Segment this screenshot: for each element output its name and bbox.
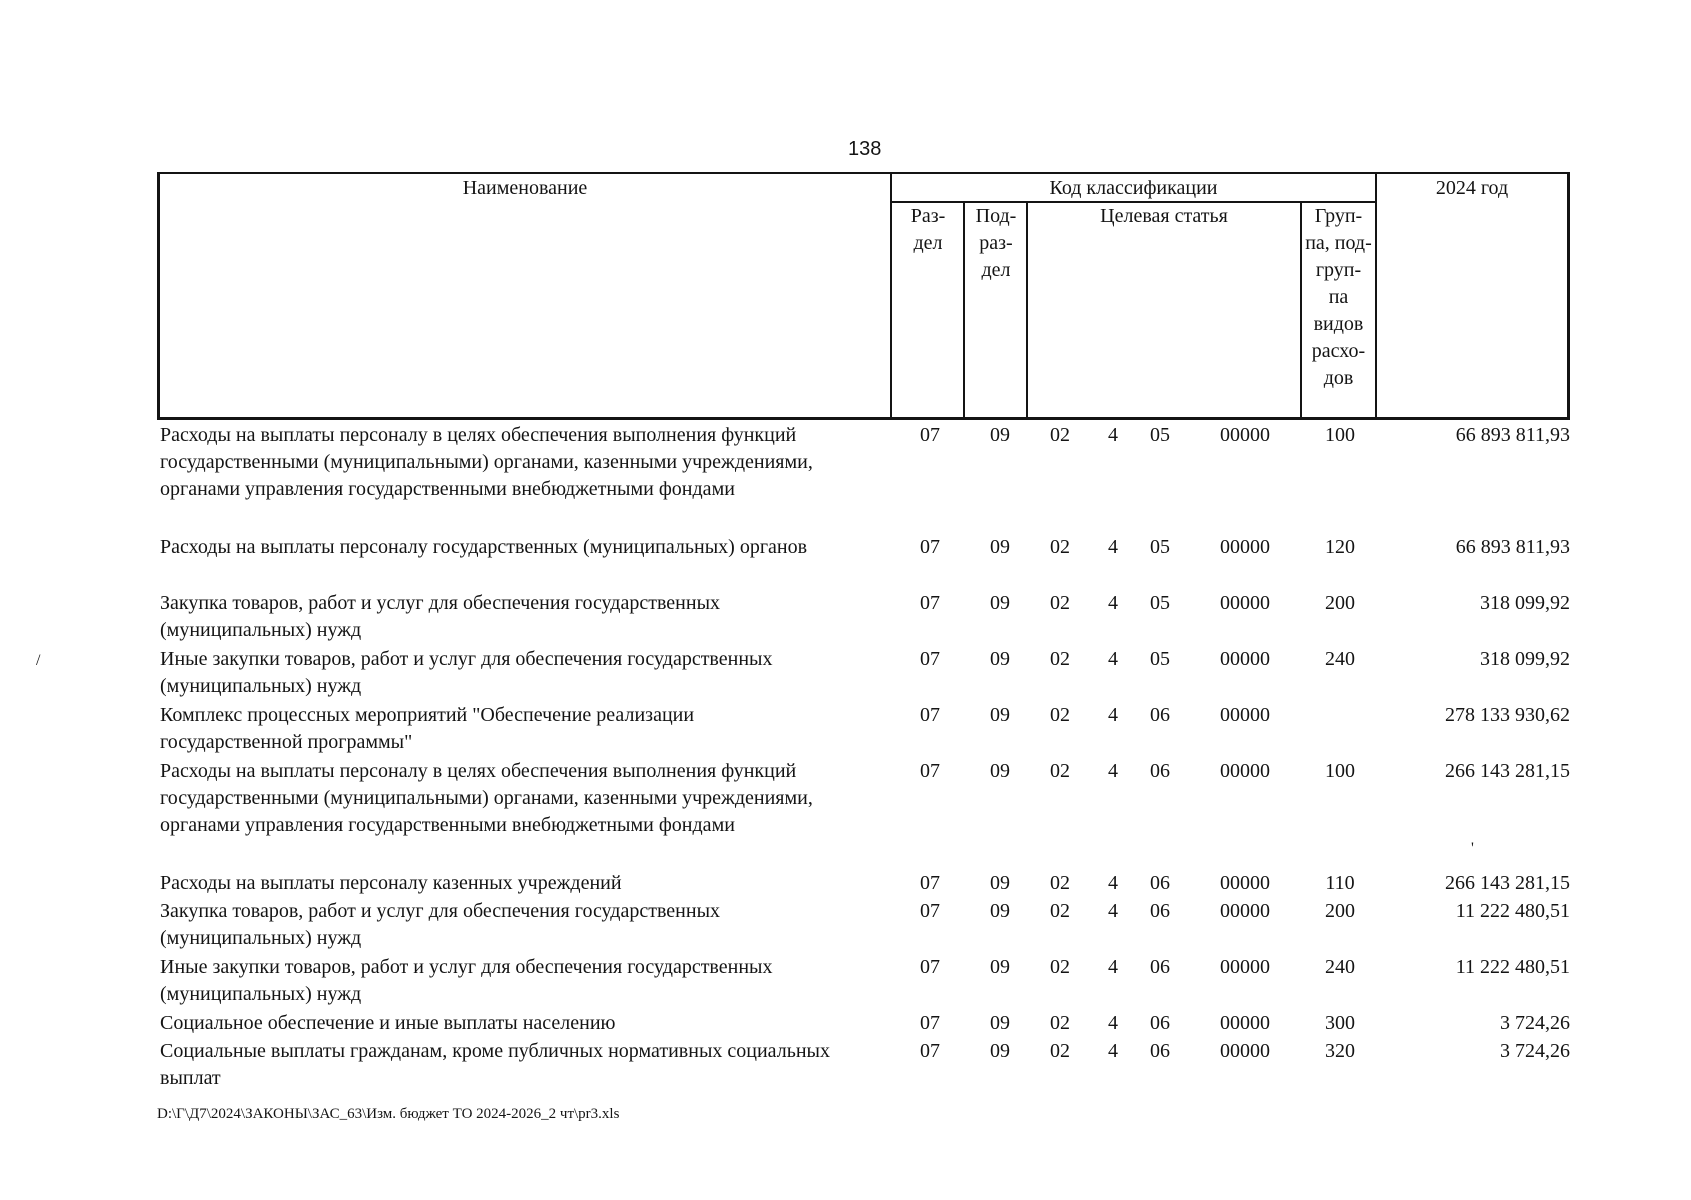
row-name: Расходы на выплаты персоналу в целях обеспечения выполнения функций государственными (муниципальными) органами, казенными учреждениями, органами управления государственными внебюджетными фондами (160, 424, 813, 500)
row-cs1: 02 (1050, 536, 1070, 558)
row-cs3: 06 (1150, 872, 1170, 894)
row-cs2: 4 (1108, 1012, 1118, 1034)
row-razdel: 07 (920, 536, 940, 558)
row-name: Закупка товаров, работ и услуг для обеспечения государственных (муниципальных) нужд (160, 900, 721, 949)
row-razdel: 07 (920, 872, 940, 894)
row-group: 110 (1325, 872, 1355, 894)
row-cs4: 00000 (1220, 536, 1270, 558)
row-name: Расходы на выплаты персоналу государственных (муниципальных) органов (160, 536, 808, 558)
row-podrazdel: 09 (990, 536, 1010, 558)
header-divider-year (1375, 172, 1377, 420)
row-razdel: 07 (920, 592, 940, 614)
row-cs2: 4 (1108, 704, 1118, 726)
row-cs2: 4 (1108, 900, 1118, 922)
row-cs1: 02 (1050, 900, 1070, 922)
row-podrazdel: 09 (990, 1040, 1010, 1062)
row-name: Закупка товаров, работ и услуг для обеспечения государственных (муниципальных) нужд (160, 592, 721, 641)
row-sum: 318 099,92 (1480, 592, 1570, 614)
row-group: 240 (1325, 648, 1355, 670)
row-group: 100 (1325, 424, 1355, 446)
row-razdel: 07 (920, 648, 940, 670)
row-cs2: 4 (1108, 760, 1118, 782)
row-sum: 66 893 811,93 (1455, 424, 1570, 446)
row-podrazdel: 09 (990, 900, 1010, 922)
row-sum: 318 099,92 (1480, 648, 1570, 670)
row-group: 120 (1325, 536, 1355, 558)
margin-mark: ' (1471, 840, 1474, 857)
file-path-footer: D:\Г\Д7\2024\ЗАКОНЫ\ЗАС_63\Изм. бюджет ТО 2024-2026_2 чт\pr3.xls (157, 1106, 620, 1122)
row-cs4: 00000 (1220, 592, 1270, 614)
header-podrazdel: Под- раз- дел (975, 205, 1017, 281)
row-cs2: 4 (1108, 956, 1118, 978)
row-cs2: 4 (1108, 592, 1118, 614)
row-razdel: 07 (920, 704, 940, 726)
row-cs3: 06 (1150, 956, 1170, 978)
row-sum: 278 133 930,62 (1445, 704, 1570, 726)
row-cs4: 00000 (1220, 704, 1270, 726)
row-cs2: 4 (1108, 872, 1118, 894)
row-podrazdel: 09 (990, 704, 1010, 726)
row-sum: 66 893 811,93 (1455, 536, 1570, 558)
row-cs4: 00000 (1220, 760, 1270, 782)
row-razdel: 07 (920, 1012, 940, 1034)
header-group: Груп- па, под- груп- па видов расхо- дов (1305, 205, 1372, 389)
header-code: Код классификации (1049, 177, 1218, 199)
row-sum: 11 222 480,51 (1455, 956, 1570, 978)
row-razdel: 07 (920, 424, 940, 446)
row-cs1: 02 (1050, 760, 1070, 782)
row-cs1: 02 (1050, 1012, 1070, 1034)
row-cs3: 06 (1150, 704, 1170, 726)
row-cs3: 06 (1150, 900, 1170, 922)
row-cs4: 00000 (1220, 1040, 1270, 1062)
row-podrazdel: 09 (990, 1012, 1010, 1034)
row-cs2: 4 (1108, 648, 1118, 670)
header-target: Целевая статья (1100, 205, 1228, 227)
row-razdel: 07 (920, 760, 940, 782)
row-sum: 3 724,26 (1500, 1012, 1570, 1034)
row-cs3: 05 (1150, 648, 1170, 670)
page-number: 138 (848, 138, 882, 160)
row-podrazdel: 09 (990, 760, 1010, 782)
row-cs3: 05 (1150, 592, 1170, 614)
row-cs4: 00000 (1220, 648, 1270, 670)
row-name: Расходы на выплаты персоналу в целях обеспечения выполнения функций государственными (муниципальными) органами, казенными учреждениями, органами управления государственными внебюджетными фондами (160, 760, 813, 836)
row-razdel: 07 (920, 1040, 940, 1062)
row-cs3: 06 (1150, 1040, 1170, 1062)
row-podrazdel: 09 (990, 956, 1010, 978)
row-sum: 266 143 281,15 (1445, 760, 1570, 782)
row-name: Иные закупки товаров, работ и услуг для обеспечения государственных (муниципальных) нужд (160, 956, 773, 1005)
row-cs1: 02 (1050, 704, 1070, 726)
header-year: 2024 год (1435, 177, 1509, 199)
row-cs4: 00000 (1220, 424, 1270, 446)
header-divider-razdel (963, 201, 965, 420)
row-cs1: 02 (1050, 956, 1070, 978)
header-name: Наименование (462, 177, 588, 199)
row-razdel: 07 (920, 900, 940, 922)
row-group: 240 (1325, 956, 1355, 978)
row-podrazdel: 09 (990, 424, 1010, 446)
row-name: Комплекс процессных мероприятий "Обеспечение реализации государственной программы" (160, 704, 695, 753)
row-podrazdel: 09 (990, 648, 1010, 670)
row-cs3: 06 (1150, 1012, 1170, 1034)
row-cs1: 02 (1050, 424, 1070, 446)
row-cs1: 02 (1050, 872, 1070, 894)
row-group: 200 (1325, 592, 1355, 614)
row-cs3: 06 (1150, 760, 1170, 782)
row-sum: 3 724,26 (1500, 1040, 1570, 1062)
row-cs3: 05 (1150, 536, 1170, 558)
row-podrazdel: 09 (990, 872, 1010, 894)
row-cs2: 4 (1108, 1040, 1118, 1062)
row-name: Социальные выплаты гражданам, кроме публичных нормативных социальных выплат (160, 1040, 830, 1089)
row-sum: 266 143 281,15 (1445, 872, 1570, 894)
row-cs4: 00000 (1220, 872, 1270, 894)
row-cs1: 02 (1050, 648, 1070, 670)
row-podrazdel: 09 (990, 592, 1010, 614)
row-cs1: 02 (1050, 1040, 1070, 1062)
header-divider-name (890, 172, 892, 420)
row-group: 300 (1325, 1012, 1355, 1034)
row-cs2: 4 (1108, 536, 1118, 558)
row-group: 320 (1325, 1040, 1355, 1062)
row-name: Социальное обеспечение и иные выплаты населению (160, 1012, 616, 1034)
row-sum: 11 222 480,51 (1455, 900, 1570, 922)
row-cs4: 00000 (1220, 900, 1270, 922)
row-cs2: 4 (1108, 424, 1118, 446)
row-razdel: 07 (920, 956, 940, 978)
row-group: 200 (1325, 900, 1355, 922)
row-name: Расходы на выплаты персоналу казенных учреждений (160, 872, 622, 894)
row-cs3: 05 (1150, 424, 1170, 446)
row-cs1: 02 (1050, 592, 1070, 614)
row-group: 100 (1325, 760, 1355, 782)
row-name: Иные закупки товаров, работ и услуг для обеспечения государственных (муниципальных) нужд (160, 648, 773, 697)
margin-mark: / (36, 652, 41, 669)
header-razdel: Раз- дел (910, 205, 946, 254)
row-cs4: 00000 (1220, 1012, 1270, 1034)
header-divider-podrazdel (1026, 201, 1028, 420)
row-cs4: 00000 (1220, 956, 1270, 978)
